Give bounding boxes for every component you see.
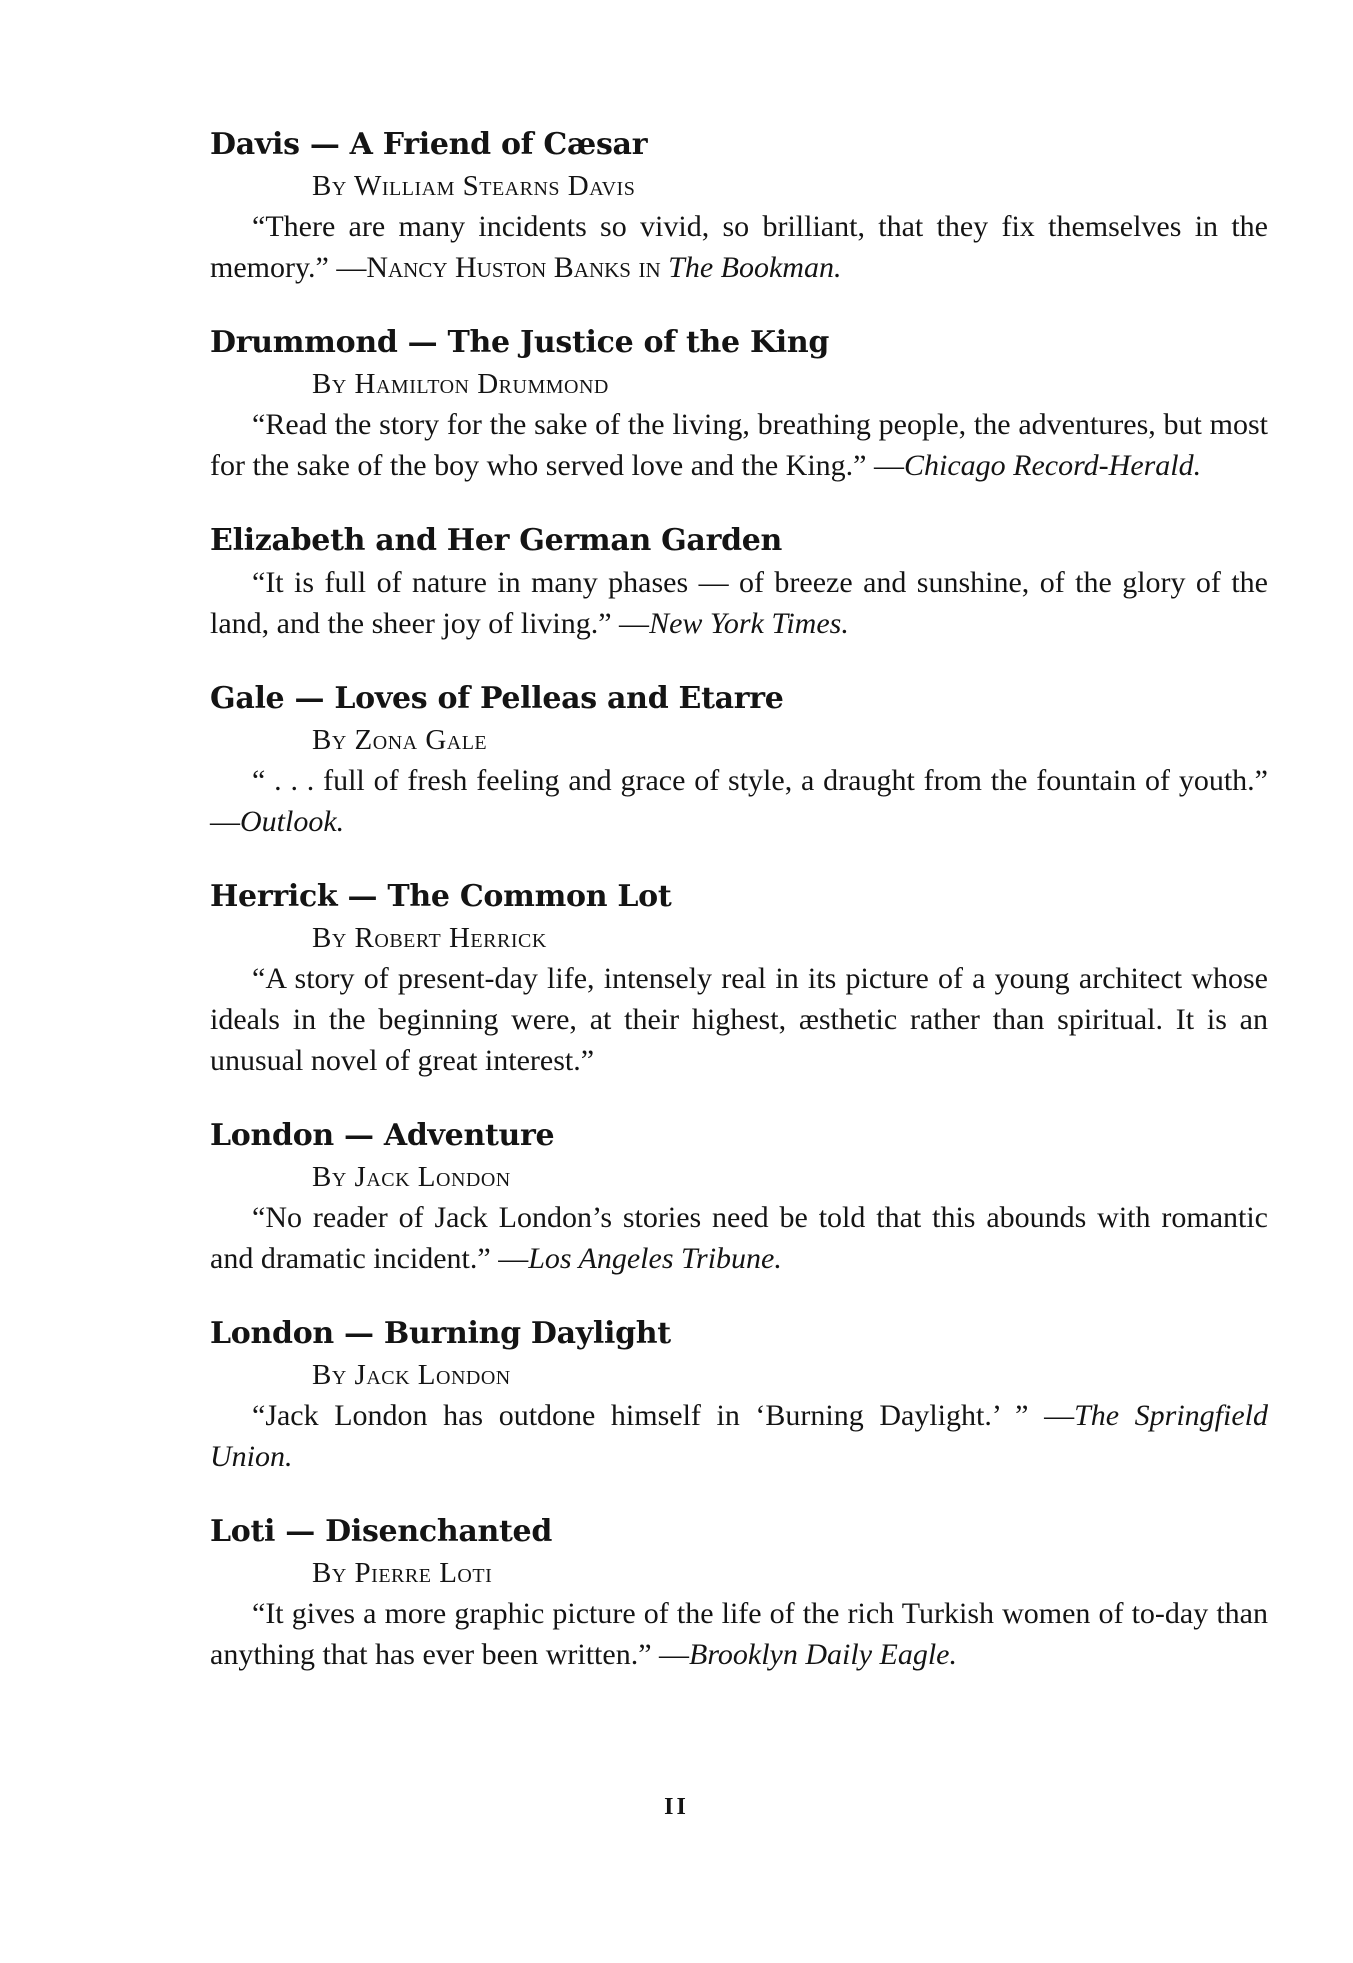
- book-title: Davis — A Friend of Cæsar: [210, 127, 648, 162]
- quote-text: “No reader of Jack London’s stories need be told that this abounds with romantic and dramatic incident.” —: [210, 1201, 1268, 1275]
- book-author: By William Stearns Davis: [312, 170, 636, 202]
- list-item: [210, 876, 1268, 1081]
- review-quote: [210, 958, 1268, 1081]
- page-number: II: [664, 1794, 689, 1820]
- book-author: By Jack London: [312, 1161, 511, 1193]
- quote-source: Los Angeles Tribune.: [528, 1242, 782, 1275]
- book-title: Herrick — The Common Lot: [210, 879, 672, 914]
- list-item: [210, 322, 1268, 486]
- list-item: [210, 678, 1268, 842]
- list-item: [210, 124, 1268, 288]
- quote-source: Outlook.: [240, 805, 345, 838]
- quote-text: “ . . . full of fresh feeling and grace of style, a draught from the fountain of youth.” —: [210, 764, 1268, 838]
- review-quote: [210, 1395, 1268, 1477]
- book-title: London — Burning Daylight: [210, 1316, 671, 1351]
- review-quote: [210, 206, 1268, 288]
- book-author: By Zona Gale: [312, 724, 488, 756]
- book-author: By Jack London: [312, 1359, 511, 1391]
- book-title: Drummond — The Justice of the King: [210, 325, 830, 360]
- book-author: By Pierre Loti: [312, 1557, 493, 1589]
- quote-text: “A story of present-day life, intensely real in its picture of a young architect whose ideals in the beginning were, at their highest, æsthetic rather than spiritual. It is an unusual novel of great interest.”: [210, 962, 1268, 1077]
- book-title: London — Adventure: [210, 1118, 555, 1153]
- review-quote: [210, 1197, 1268, 1279]
- quote-text: “It is full of nature in many phases — of breeze and sunshine, of the glory of the land, and the sheer joy of living.” —: [210, 566, 1268, 640]
- quote-text: “Jack London has outdone himself in ‘Burning Daylight.’ ” —: [252, 1399, 1075, 1432]
- quote-source: Brooklyn Daily Eagle.: [689, 1638, 957, 1671]
- quote-source: Chicago Record-Herald.: [903, 449, 1202, 482]
- list-item: [210, 520, 1268, 644]
- quote-text: “Read the story for the sake of the living, breathing people, the adventures, but most for the sake of the boy who served love and the King.” —: [210, 408, 1268, 482]
- quote-source: New York Times.: [649, 607, 849, 640]
- list-item: [210, 1115, 1268, 1279]
- book-author: By Hamilton Drummond: [312, 368, 609, 400]
- review-quote: [210, 1593, 1268, 1675]
- book-title: Loti — Disenchanted: [210, 1514, 552, 1549]
- quote-text: “There are many incidents so vivid, so brilliant, that they fix themselves in the memory.” —: [210, 210, 1268, 284]
- reviewer-name: Nancy Huston Banks in: [366, 251, 669, 284]
- book-author: By Robert Herrick: [312, 922, 547, 954]
- book-title: Gale — Loves of Pelleas and Etarre: [210, 681, 784, 716]
- quote-source: The Bookman.: [668, 251, 842, 284]
- quote-text: “It gives a more graphic picture of the life of the rich Turkish women of to-day than anything that has ever been written.” —: [210, 1597, 1268, 1671]
- quote-source: The Springfield Union.: [210, 1399, 1268, 1473]
- review-quote: [210, 404, 1268, 486]
- review-quote: [210, 562, 1268, 644]
- list-item: [210, 1511, 1268, 1675]
- list-item: [210, 1313, 1268, 1477]
- book-title: Elizabeth and Her German Garden: [210, 523, 783, 558]
- review-quote: [210, 760, 1268, 842]
- book-list-page: [210, 124, 1268, 1675]
